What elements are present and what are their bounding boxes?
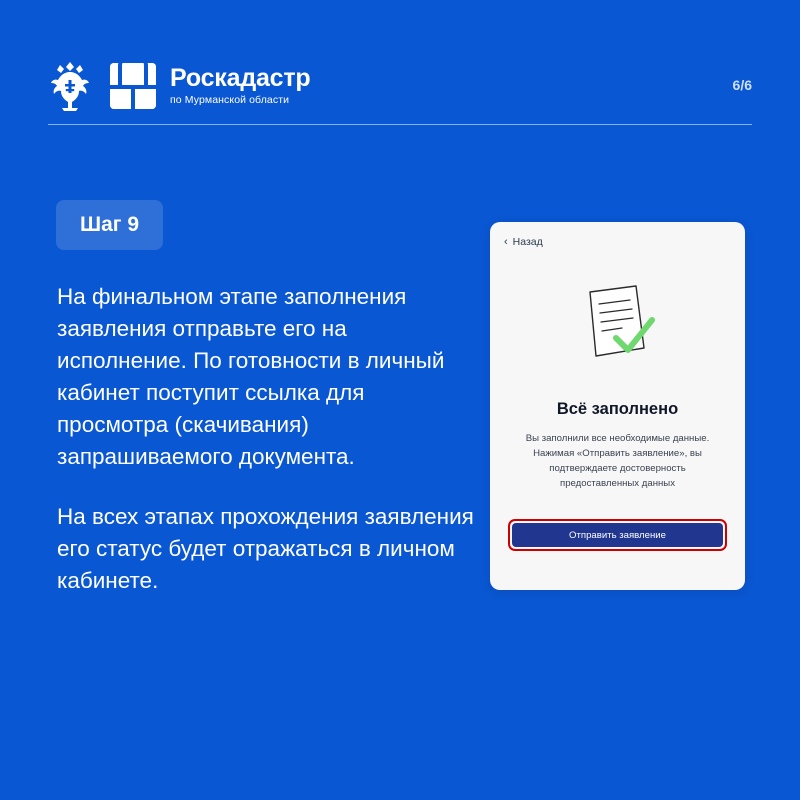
header-divider	[48, 124, 752, 125]
back-button-label: Назад	[512, 236, 543, 248]
mock-title: Всё заполнено	[556, 400, 679, 418]
body-copy	[57, 281, 477, 596]
brand-name: Роскадастр	[170, 64, 311, 93]
paragraph-1: На финальном этапе заполнения заявления отправьте его на исполнение. По готовности в личный кабинет поступит ссылка для просмотра (скачивания) запрашиваемого документа.	[57, 284, 445, 469]
double-headed-eagle-emblem	[48, 60, 92, 112]
submit-highlight-box	[508, 519, 727, 551]
submit-application-button[interactable]: Отправить заявление	[512, 523, 723, 547]
back-button[interactable]	[504, 236, 543, 248]
header	[48, 48, 752, 124]
roskadastr-logo-icon	[110, 63, 156, 109]
paragraph-2: На всех этапах прохождения заявления его статус будет отражаться в личном кабинете.	[57, 503, 474, 593]
mock-description: Вы заполнили все необходимые данные. Нажимая «Отправить заявление», вы подтверждаете достоверность предоставленных данных	[525, 433, 710, 489]
document-checkmark-icon	[582, 282, 656, 368]
step-badge: Шаг 9	[56, 200, 163, 250]
brand	[170, 65, 311, 107]
slide-counter: 6/6	[732, 77, 752, 93]
app-screenshot-mock	[490, 222, 745, 590]
chevron-left-icon: ‹	[504, 235, 508, 248]
brand-subtitle: по Мурманской области	[170, 94, 290, 107]
